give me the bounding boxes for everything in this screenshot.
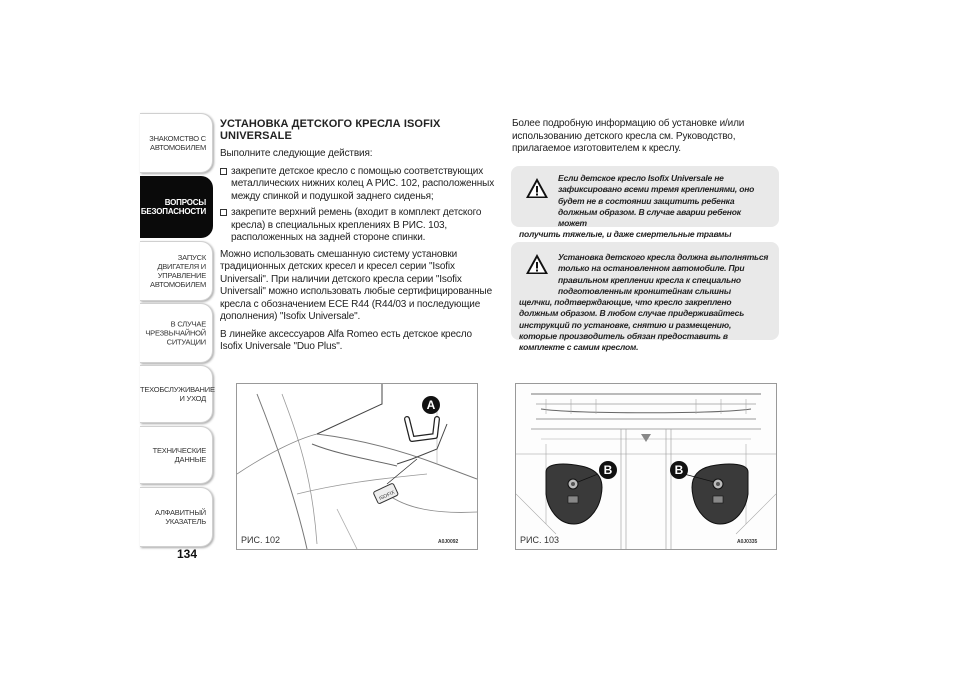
tab-maintenance[interactable] [140, 365, 213, 423]
tab-starting-driving[interactable] [140, 241, 213, 301]
tab-safety[interactable] [140, 176, 213, 238]
section-heading: УСТАНОВКА ДЕТСКОГО КРЕСЛА ISOFIX UNIVERSALE [220, 118, 441, 142]
warning-text: Установка детского кресла должна выполняться только на остановленном автомобиле. При правильном креплении кресла к специально подготовленным кронштейнам слышны [558, 252, 769, 296]
page-number: 134 [177, 547, 198, 561]
step-item [220, 166, 495, 204]
figure-103 [515, 383, 777, 550]
svg-text:ISOFIX: ISOFIX [378, 489, 396, 502]
warning-text: щелчки, подтверждающие, что кресло закреплено должным образом. В любом случае придерживайтесь инструкций по установке, снятию и размещению, которые производитель обязан предоставить в комплекте с самим креслом. [519, 297, 745, 353]
step-item [220, 207, 495, 245]
tab-label: ТЕХОБСЛУЖИВАНИЕ И УХОД [140, 385, 215, 403]
checkbox-bullet-icon [220, 168, 227, 175]
step-text: закрепите верхний ремень (входит в комплект детского кресла) в специальных креплениях B РИС. 103, расположенных на задней стороне спинки. [231, 207, 482, 243]
body-paragraph: В линейке аксессуаров Alfa Romeo есть детское кресло Isofix Universale "Duo Plus". [220, 328, 472, 352]
tab-technical-data[interactable] [140, 426, 213, 484]
tab-label: В СЛУЧАЕ ЧРЕЗВЫЧАЙНОЙ СИТУАЦИИ [145, 319, 206, 347]
right-column-intro: Более подробную информацию об установке и/или использованию детского кресла см. Руководство, прилагаемое изготовителем к креслу. [512, 118, 745, 154]
tab-getting-to-know[interactable] [140, 113, 213, 173]
tab-label: ЗНАКОМСТВО С АВТОМОБИЛЕМ [149, 134, 206, 152]
warning-text: Если детское кресло Isofix Universale не зафиксировано всеми тремя креплениями, оно будет не в состоянии защитить ребенка должным образом. В случае аварии ребенок может [558, 173, 755, 229]
figure-caption: РИС. 103 [520, 535, 559, 545]
figure-102-illustration [237, 384, 477, 549]
figure-code: A0J0092 [438, 539, 459, 545]
tab-index[interactable] [140, 487, 213, 547]
left-column [220, 118, 495, 359]
body-paragraph: Можно использовать смешанную систему установки традиционных детских кресел и кресел серии "Isofix Universali". При наличии детского кресла серии "Isofix Universali" можно использовать любые сертифицированные кресла с обозначением ECE R44 (R44/03 и последующие дополнения) "Isofix Universale". [220, 248, 493, 322]
tab-label: ТЕХНИЧЕСКИЕ ДАННЫЕ [152, 446, 206, 464]
callout-a: A [422, 396, 440, 414]
warning-text: получить тяжелые, и даже смертельные травмы [519, 229, 732, 240]
tab-label: ЗАПУСК ДВИГАТЕЛЯ И УПРАВЛЕНИЕ АВТОМОБИЛЕМ [150, 253, 206, 289]
checkbox-bullet-icon [220, 209, 227, 216]
figure-103-illustration [516, 384, 776, 549]
warning-box [511, 166, 779, 240]
callout-b-right: B [670, 461, 688, 479]
tab-emergency[interactable] [140, 303, 213, 363]
figure-caption: РИС. 102 [241, 535, 280, 545]
warning-box [511, 242, 779, 353]
step-text: закрепите детское кресло с помощью соответствующих металлических нижних колец A РИС. 102, расположенных между спинкой и подушкой заднего сиденья; [231, 165, 495, 202]
callout-b-left: B [599, 461, 617, 479]
tab-label: ВОПРОСЫ БЕЗОПАСНОСТИ [140, 198, 206, 216]
tab-label: АЛФАВИТНЫЙ УКАЗАТЕЛЬ [155, 508, 206, 526]
figure-102 [236, 383, 478, 550]
intro-text: Выполните следующие действия: [220, 148, 373, 159]
figure-code: A0J0335 [737, 539, 758, 545]
